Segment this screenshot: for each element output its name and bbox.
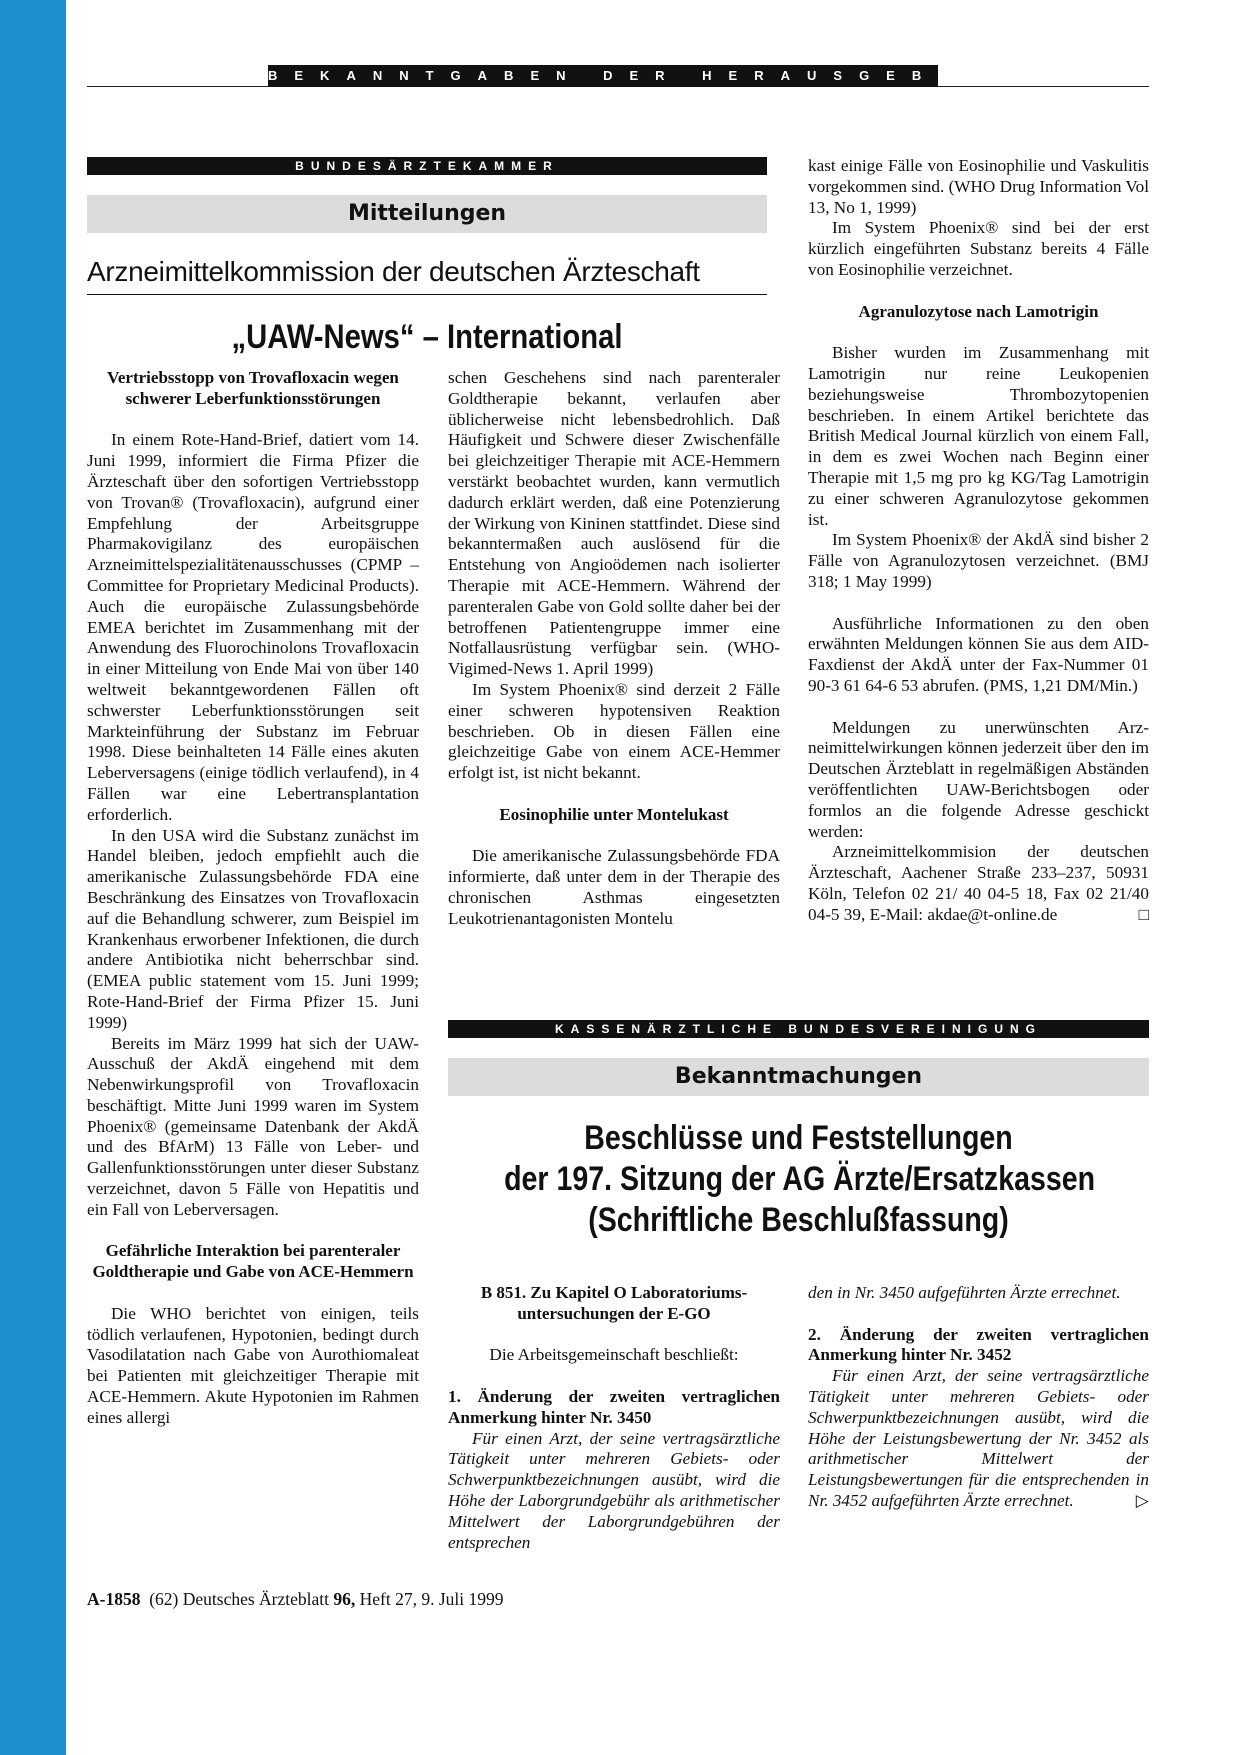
continue-mark: ▷ xyxy=(1135,1490,1149,1510)
footer-issue: Heft 27, 9. Juli 1999 xyxy=(355,1589,504,1609)
paragraph-italic xyxy=(808,1366,1149,1512)
uaw-column-3 xyxy=(808,156,1149,925)
paragraph: Bereits im März 1999 hat sich der UAW-Ausschuß der AkdÄ eingehend mit dem Nebenwirkungsprofil von Trovafloxacin beschäftigt. Mitte Juni 1999 waren im System Phoenix® (gemeinsame Datenbank der AkdÄ und des BfArM) 13 Fälle von Leber- und Gallenfunktionsstörungen unter dieser Substanz verzeichnet, davon 5 Fälle von Hepatitis und ein Fall von Leberversagen. xyxy=(87,1033,419,1219)
paragraph: In einem Rote-Hand-Brief, datiert vom 14. Juni 1999, informiert die Firma Pfizer die Ärzteschaft über den sofortigen Vertriebsstopp von Trovan® (Trovafloxacin), aufgrund einer Empfehlung der Arbeitsgruppe Pharmakovigilanz des europäischen Arzneimittelspezialitätenausschusses (CPMP – Committee for Proprietary Medicinal Products). Auch die europäische Zulassungsbehörde EMEA berichtet im Zusammenhang mit der Anwendung des Fluorochinolons Trovafloxacin in einer Mitteilung von Ende Mai von über 140 weltweit bekanntgewordenen Fällen oft schwerster Leberfunktionsstörungen seit Markteinführung der Substanz im Februar 1998. Diese beinhalteten 14 Fälle eines akuten Leberversagens (einige tödlich verlaufend), in 4 Fällen war eine Lebertransplantation erforderlich. xyxy=(87,430,419,824)
subhead-change-2: 2. Änderung der zweiten vertraglichen Anmerkung hinter Nr. 3452 xyxy=(808,1324,1149,1365)
article-title: „UAW-News“ – International xyxy=(231,318,623,356)
page-footer xyxy=(87,1589,504,1610)
kbv-section-title: Bekanntmachungen xyxy=(448,1058,1149,1096)
footer-volume: 96, xyxy=(333,1589,356,1609)
baek-section-title: Mitteilungen xyxy=(87,195,767,233)
footer-journal: (62) Deutsches Ärzteblatt xyxy=(140,1589,334,1609)
paragraph: Ausführliche Informationen zu den oben erwähnten Meldungen können Sie aus dem AID-Faxdienst der AkdÄ unter der Fax-Nummer 01 90-3 61 64-6 53 abrufen. (PMS, 1,21 DM/Min.) xyxy=(808,613,1149,695)
end-mark: □ xyxy=(1138,904,1149,924)
intro-line: Die Arbeitsgemeinschaft beschließt: xyxy=(489,1345,739,1365)
header-band: BEKANNTGABEN DER HERAUSGEBER xyxy=(268,65,938,87)
paragraph-italic: Für einen Arzt, der seine vertragsärztliche Tätigkeit unter mehreren Gebiets- oder Schwerpunktbezeichnungen ausübt, wird die Höhe der Laborgrundgebühr als arithmetischer Mittelwert der Laborgrundgebühren der entsprechen xyxy=(448,1428,780,1552)
paragraph: Meldungen zu unerwünschten Arzneimittelwirkungen können jederzeit über den im Deutschen Ärzteblatt in regelmäßigen Abständen veröffentlichten UAW-Berichtsbogen oder formlos an die folgende Adresse geschickt werden: xyxy=(808,717,1149,841)
subhead-change-1: 1. Änderung der zweiten vertraglichen Anmerkung hinter Nr. 3450 xyxy=(448,1386,780,1427)
uaw-column-2 xyxy=(448,368,780,930)
subhead-b851: B 851. Zu Kapitel O Laboratoriumsuntersuchungen der E-GO xyxy=(480,1283,748,1323)
paragraph: Die amerikanische Zulassungsbehörde FDA informierte, daß unter dem in der Therapie des chronischen Asthmas eingesetzten Leukotrienantagonisten Montelu xyxy=(448,846,780,928)
subhead-montelukast: Eosinophilie unter Montelukast xyxy=(499,804,729,824)
change-2-text: Für einen Arzt, der seine vertragsärztliche Tätigkeit unter mehreren Gebiets- oder Schwerpunktbezeichnungen ausübt, wird die Höhe der Leistungsbewertung der Nr. 3452 als arithmetischer Mittelwert der Leistungsbewertungen für die entsprechenden in Nr. 3452 aufgeführten Ärzte errechnet. xyxy=(808,1366,1149,1510)
paragraph: Im System Phoenix® der AkdÄ sind bisher 2 Fälle von Agranulozytosen verzeichnet. (BMJ 318; 1 May 1999) xyxy=(808,530,1149,591)
kbv-column-1 xyxy=(448,1283,780,1553)
page-number: A-1858 xyxy=(87,1589,141,1609)
uaw-column-1 xyxy=(87,368,419,1429)
subhead-trovafloxacin: Vertriebsstopp von Trovafloxacin wegen schwerer Leberfunktionsstörungen xyxy=(107,368,399,408)
baek-band: BUNDESÄRZTEKAMMER xyxy=(87,157,767,175)
paragraph: Bisher wurden im Zusammenhang mit Lamotrigin nur reine Leukopenien beziehungsweise Thrombozytopenien beschrieben. In einem Artikel berichtete das British Medical Journal kürzlich von einem Fall, in dem es zwei Wochen nach Beginn einer Therapie mit 1,5 mg pro kg KG/Tag Lamotrigin zu einer schweren Agranulozytose gekommen ist. xyxy=(808,343,1149,529)
org-title: Arzneimittelkommission der deutschen Ärzteschaft xyxy=(87,252,767,295)
left-color-bar xyxy=(0,0,66,1755)
beschluss-title xyxy=(448,1118,1149,1241)
title-line-2: der 197. Sitzung der AG Ärzte/Ersatzkassen xyxy=(504,1160,1096,1198)
subhead-lamotrigin: Agranulozytose nach Lamotrigin xyxy=(858,301,1099,321)
paragraph: Die WHO berichtet von einigen, teils tödlich verlaufenen, Hypotonien, bedingt durch Vasodilatation nach Gabe von Aurothiomaleat bei Patienten mit gleichzeitiger Therapie mit ACE-Hemmern. Akute Hypotonien im Rahmen eines allergi xyxy=(87,1303,419,1427)
kbv-column-2 xyxy=(808,1283,1149,1512)
subhead-goldtherapie: Gefährliche Interaktion bei parenteraler Goldtherapie und Gabe von ACE-Hemmern xyxy=(92,1241,414,1282)
paragraph: In den USA wird die Substanz zunächst im Handel bleiben, jedoch empfiehlt auch die amerikanische Zulassungsbehörde FDA eine Beschränkung des Einsatzes von Trovafloxacin auf die Behandlung schwerer, zum Beispiel im Krankenhaus erworbener Infektionen, die durch andere Antibiotika nicht beherrschbar sind. (EMEA public statement vom 15. Juni 1999; Rote-Hand-Brief der Firma Pfizer 15. Juni 1999) xyxy=(87,825,419,1032)
address-text: Arzneimittelkommision der deutschen Ärzteschaft, Aachener Straße 233–237, 50931 Köln, Telefon 02 21/ 40 04-5 18, Fax 02 21/40 04-5 39, E-Mail: akdae@t-online.de xyxy=(808,842,1149,924)
kbv-band: KASSENÄRZTLICHE BUNDESVEREINIGUNG xyxy=(448,1020,1149,1038)
title-line-3: (Schriftliche Beschlußfassung) xyxy=(588,1201,1009,1239)
paragraph: Im System Phoenix® sind derzeit 2 Fälle einer schweren hypotensiven Reaktion beschrieben. Ob in diesen Fällen eine gleichzeitige Gabe von einem ACE-Hemmer erfolgt ist, ist nicht bekannt. xyxy=(448,679,780,783)
paragraph-continued: schen Geschehens sind nach parenteraler Goldtherapie bekannt, verlaufen aber üblicherweise nicht lebensbedrohlich. Daß Häufigkeit und Schwere dieser Zwischenfälle bei gleichzeitiger Therapie mit ACE-Hemmern verstärkt beobachtet wurden, kann vermutlich dadurch erklärt werden, daß eine Potenzierung der Wirkung von Kininen stattfindet. Diese sind bekanntermaßen auch auslösend für die Entstehung von Angioödemen nach isolierter Therapie mit ACE-Hemmern. Während der parenteralen Gabe von Gold sollte daher bei der betroffenen Patientengruppe immer eine Notfallausrüstung verfügbar sein. (WHO-Vigimed-News 1. April 1999) xyxy=(448,368,780,679)
paragraph: Im System Phoenix® sind bei der erst kürzlich eingeführten Substanz bereits 4 Fälle von Eosinophilie verzeichnet. xyxy=(808,218,1149,279)
title-line-1: Beschlüsse und Feststellungen xyxy=(584,1119,1013,1157)
paragraph-continued: kast einige Fälle von Eosinophilie und Vaskulitis vorgekommen sind. (WHO Drug Information Vol 13, No 1, 1999) xyxy=(808,156,1149,217)
address-paragraph xyxy=(808,842,1149,925)
paragraph-italic-continued: den in Nr. 3450 aufgeführten Ärzte errechnet. xyxy=(808,1283,1121,1302)
